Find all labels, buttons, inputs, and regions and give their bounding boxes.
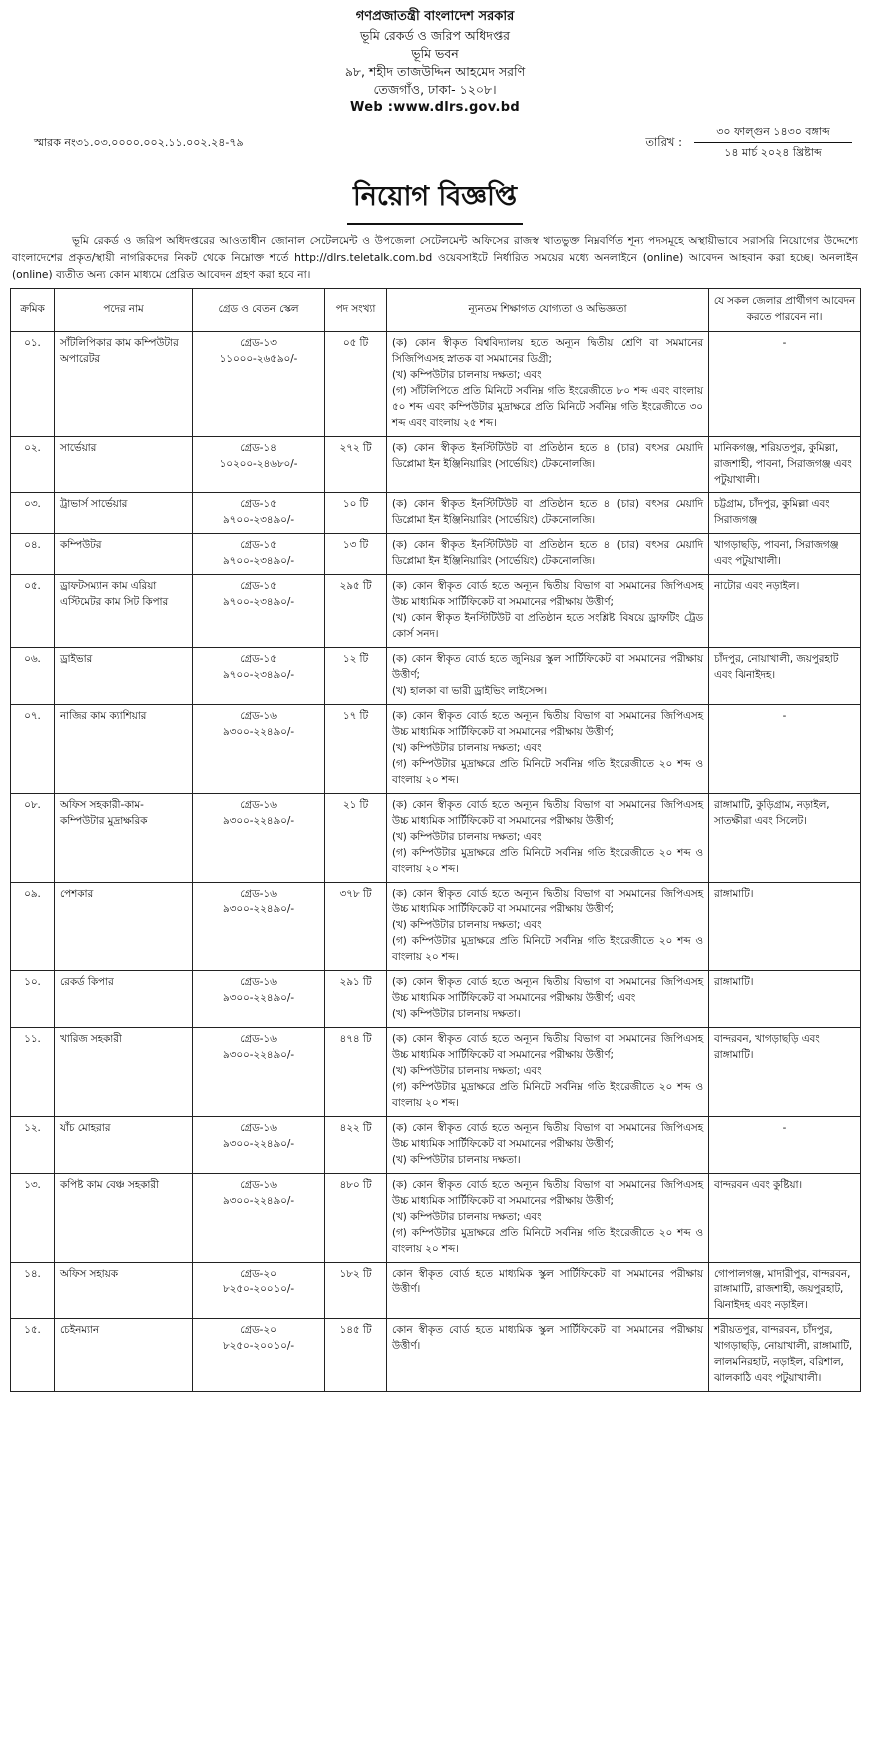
cell-post: ড্রাফটসম্যান কাম এরিয়া এস্টিমেটর কাম সিট কিপার	[55, 575, 193, 648]
cell-serial: ১৩.	[11, 1173, 55, 1262]
qualification-item: (ক) কোন স্বীকৃত বোর্ড হতে অন্যূন দ্বিতীয় বিভাগ বা সমমানের জিপিএসহ উচ্চ মাধ্যমিক সার্টিফিকেট বা সমমানের পরীক্ষায় উত্তীর্ণ;	[392, 1033, 703, 1062]
notice-title: নিয়োগ বিজ্ঞপ্তি	[347, 176, 523, 225]
cell-post: সাঁটলিপিকার কাম কম্পিউটার অপারেটর	[55, 331, 193, 436]
cell-grade-scale	[193, 793, 325, 882]
pay-scale: ৯৩০০-২২৪৯০/-	[222, 725, 295, 738]
cell-count: ২৯১ টি	[325, 971, 387, 1028]
qualification-item: (ক) কোন স্বীকৃত ইনস্টিটিউট বা প্রতিষ্ঠান হতে ৪ (চার) বৎসর মেয়াদি ডিপ্লোমা ইন ইঞ্জিনিয়ারিং (সার্ভেয়িং) টেকনোলজি।	[392, 498, 703, 527]
header-count: পদ সংখ্যা	[325, 289, 387, 332]
cell-post: খারিজ সহকারী	[55, 1028, 193, 1117]
table-row	[11, 534, 861, 575]
cell-post: কম্পিউটর	[55, 534, 193, 575]
cell-post: অফিস সহকারী-কাম-কম্পিউটার মুদ্রাক্ষরিক	[55, 793, 193, 882]
cell-excluded-districts: নাটোর এবং নড়াইল।	[709, 575, 861, 648]
qualification-item: কোন স্বীকৃত বোর্ড হতে মাধ্যমিক স্কুল সার্টিফিকেট বা সমমানের পরীক্ষায় উত্তীর্ণ।	[392, 1324, 703, 1353]
cell-grade-scale	[193, 648, 325, 705]
cell-post: ট্রাভার্স সার্ভেয়ার	[55, 493, 193, 534]
govt-name: গণপ্রজাতন্ত্রী বাংলাদেশ সরকার	[355, 9, 515, 24]
pay-scale: ৯৩০০-২২৪৯০/-	[222, 1049, 295, 1062]
cell-qualification	[387, 1173, 709, 1262]
qualification-item: (ক) কোন স্বীকৃত বোর্ড হতে অন্যূন দ্বিতীয় বিভাগ বা সমমানের জিপিএসহ উচ্চ মাধ্যমিক সার্টিফিকেট বা সমমানের পরীক্ষায় উত্তীর্ণ;	[392, 887, 703, 916]
cell-count: ৪২২ টি	[325, 1116, 387, 1173]
table-row	[11, 1116, 861, 1173]
cell-qualification	[387, 331, 709, 436]
cell-count: ১৪৫ টি	[325, 1319, 387, 1392]
table-row	[11, 971, 861, 1028]
cell-count: ২১ টি	[325, 793, 387, 882]
qualification-item: (খ) কম্পিউটার চালনায় দক্ষতা; এবং	[392, 1210, 542, 1223]
qualification-item: (ক) কোন স্বীকৃত বিশ্ববিদ্যালয় হতে অন্যূন দ্বিতীয় শ্রেণি বা সমমানের সিজিপিএসহ স্নাতক বা সমমানের ডিগ্রী;	[392, 336, 703, 365]
cell-qualification	[387, 1319, 709, 1392]
date-box	[694, 122, 852, 163]
cell-grade-scale	[193, 331, 325, 436]
qualification-item: (খ) কম্পিউটার চালনায় দক্ষতা; এবং	[392, 919, 542, 932]
grade-label: গ্রেড-১৬	[240, 1033, 277, 1046]
pay-scale: ৯৭০০-২৩৪৯০/-	[222, 596, 295, 609]
cell-post: নাজির কাম ক্যাশিয়ার	[55, 704, 193, 793]
cell-excluded-districts: খাগড়াছড়ি, পাবনা, সিরাজগঞ্জ এবং পটুয়াখালী।	[709, 534, 861, 575]
cell-qualification	[387, 971, 709, 1028]
qualification-item: (গ) কম্পিউটার মুদ্রাক্ষরে প্রতি মিনিটে সর্বনিম্ন গতি ইংরেজীতে ২০ শব্দ ও বাংলায় ২০ শব্দ।	[392, 935, 703, 964]
cell-serial: ০৬.	[11, 648, 55, 705]
pay-scale: ৯৩০০-২২৪৯০/-	[222, 903, 295, 916]
pay-scale: ৮২৫০-২০০১০/-	[222, 1283, 295, 1296]
cell-post: ড্রাইভার	[55, 648, 193, 705]
cell-grade-scale	[193, 1028, 325, 1117]
cell-qualification	[387, 534, 709, 575]
header-qualification: ন্যূনতম শিক্ষাগত যোগ্যতা ও অভিজ্ঞতা	[387, 289, 709, 332]
qualification-item: (ক) কোন স্বীকৃত বোর্ড হতে অন্যূন দ্বিতীয় বিভাগ বা সমমানের জিপিএসহ উচ্চ মাধ্যমিক সার্টিফিকেট বা সমমানের পরীক্ষায় উত্তীর্ণ;	[392, 798, 703, 827]
vacancy-table	[10, 288, 861, 1392]
qualification-item: (ক) কোন স্বীকৃত বোর্ড হতে জুনিয়র স্কুল সার্টিফিকেট বা সমমানের পরীক্ষায় উত্তীর্ণ;	[392, 653, 703, 682]
cell-qualification	[387, 493, 709, 534]
qualification-item: (খ) কম্পিউটার চালনায় দক্ষতা।	[392, 1008, 521, 1021]
header-serial: ক্রমিক	[11, 289, 55, 332]
table-row	[11, 1173, 861, 1262]
cell-grade-scale	[193, 534, 325, 575]
table-header-row	[11, 289, 861, 332]
cell-qualification	[387, 793, 709, 882]
grade-label: গ্রেড-২০	[240, 1324, 277, 1337]
qualification-item: (গ) সাঁটলিপিতে প্রতি মিনিটে সর্বনিম্ন গতি ইংরেজীতে ৮০ শব্দ এবং বাংলায় ৫০ শব্দ এবং কম্পিউটার মুদ্রাক্ষরে প্রতি মিনিটে সর্বনিম্ন গতি ইংরেজীতে ৩০ শব্দ এবং বাংলায় ২৫ শব্দ।	[392, 384, 703, 429]
table-row	[11, 493, 861, 534]
letterhead	[10, 8, 860, 118]
cell-post: পেশকার	[55, 882, 193, 971]
qualification-item: (খ) কম্পিউটার চালনায় দক্ষতা; এবং	[392, 741, 542, 754]
grade-label: গ্রেড-১৬	[240, 1178, 277, 1191]
pay-scale: ৯৩০০-২২৪৯০/-	[222, 814, 295, 827]
cell-grade-scale	[193, 493, 325, 534]
cell-excluded-districts: চাঁদপুর, নোয়াখালী, জয়পুরহাট এবং ঝিনাইদহ।	[709, 648, 861, 705]
cell-qualification	[387, 648, 709, 705]
header-post: পদের নাম	[55, 289, 193, 332]
table-row	[11, 793, 861, 882]
grade-label: গ্রেড-২০	[240, 1267, 277, 1280]
cell-grade-scale	[193, 704, 325, 793]
qualification-item: (খ) কম্পিউটার চালনায় দক্ষতা; এবং	[392, 368, 542, 381]
cell-post: চেইনম্যান	[55, 1319, 193, 1392]
memo-date-row	[10, 122, 860, 176]
cell-serial: ০৫.	[11, 575, 55, 648]
cell-excluded-districts: রাঙ্গামাটি।	[709, 971, 861, 1028]
cell-count: ১৭ টি	[325, 704, 387, 793]
qualification-item: (গ) কম্পিউটার মুদ্রাক্ষরে প্রতি মিনিটে সর্বনিম্ন গতি ইংরেজীতে ২০ শব্দ ও বাংলায় ২০ শব্দ।	[392, 1080, 703, 1109]
grade-label: গ্রেড-১৪	[240, 441, 277, 454]
cell-excluded-districts: চট্টগ্রাম, চাঁদপুর, কুমিল্লা এবং সিরাজগঞ্জ	[709, 493, 861, 534]
grade-label: গ্রেড-১৫	[240, 498, 277, 511]
cell-excluded-districts: -	[709, 704, 861, 793]
table-row	[11, 436, 861, 493]
qualification-item: (ক) কোন স্বীকৃত বোর্ড হতে অন্যূন দ্বিতীয় বিভাগ বা সমমানের জিপিএসহ উচ্চ মাধ্যমিক সার্টিফিকেট বা সমমানের পরীক্ষায় উত্তীর্ণ;	[392, 709, 703, 738]
header-excluded-districts: যে সকল জেলার প্রার্থীগণ আবেদন করতে পারবেন না।	[709, 289, 861, 332]
address-street: ৯৮, শহীদ তাজউদ্দিন আহমেদ সরণি	[344, 64, 526, 80]
cell-serial: ০৭.	[11, 704, 55, 793]
pay-scale: ৯৭০০-২৩৪৯০/-	[222, 555, 295, 568]
qualification-item: (গ) কম্পিউটার মুদ্রাক্ষরে প্রতি মিনিটে সর্বনিম্ন গতি ইংরেজীতে ২০ শব্দ ও বাংলায় ২০ শব্দ।	[392, 846, 703, 875]
cell-count: ৪৮০ টি	[325, 1173, 387, 1262]
pay-scale: ৯৭০০-২৩৪৯০/-	[222, 669, 295, 682]
cell-serial: ০৪.	[11, 534, 55, 575]
cell-serial: ১৪.	[11, 1262, 55, 1319]
department-name: ভূমি রেকর্ড ও জরিপ অধিদপ্তর	[359, 27, 511, 43]
cell-count: ১৮২ টি	[325, 1262, 387, 1319]
qualification-item: কোন স্বীকৃত বোর্ড হতে মাধ্যমিক স্কুল সার্টিফিকেট বা সমমানের পরীক্ষায় উত্তীর্ণ।	[392, 1267, 703, 1296]
cell-qualification	[387, 1262, 709, 1319]
cell-excluded-districts: গোপালগঞ্জ, মাদারীপুর, বান্দরবন, রাঙ্গামাটি, রাজশাহী, জয়পুরহাট, ঝিনাইদহ এবং নড়াইল।	[709, 1262, 861, 1319]
qualification-item: (খ) হালকা বা ভারী ড্রাইভিং লাইসেন্স।	[392, 685, 548, 698]
pay-scale: ৮২৫০-২০০১০/-	[222, 1340, 295, 1353]
cell-serial: ০২.	[11, 436, 55, 493]
cell-excluded-districts: রাঙ্গামাটি, কুড়িগ্রাম, নড়াইল, সাতক্ষীরা এবং সিলেট।	[709, 793, 861, 882]
grade-label: গ্রেড-১৬	[240, 976, 277, 989]
cell-excluded-districts: -	[709, 1116, 861, 1173]
cell-serial: ১২.	[11, 1116, 55, 1173]
cell-serial: ০৮.	[11, 793, 55, 882]
date-gregorian: ১৪ মার্চ ২০২৪ খ্রিষ্টাব্দ	[724, 146, 822, 160]
cell-count: ১০ টি	[325, 493, 387, 534]
qualification-item: (ক) কোন স্বীকৃত ইনস্টিটিউট বা প্রতিষ্ঠান হতে ৪ (চার) বৎসর মেয়াদি ডিপ্লোমা ইন ইঞ্জিনিয়ারিং (সার্ভেয়িং) টেকনোলজি।	[392, 441, 703, 470]
cell-grade-scale	[193, 575, 325, 648]
qualification-item: (ক) কোন স্বীকৃত বোর্ড হতে অন্যূন দ্বিতীয় বিভাগ বা সমমানের জিপিএসহ উচ্চ মাধ্যমিক সার্টিফিকেট বা সমমানের পরীক্ষায় উত্তীর্ণ;	[392, 580, 703, 609]
cell-count: ২৯৫ টি	[325, 575, 387, 648]
table-body	[11, 331, 861, 1391]
date-bangla: ৩০ ফাল্গুন ১৪৩০ বঙ্গাব্দ	[694, 122, 852, 143]
qualification-item: (ক) কোন স্বীকৃত ইনস্টিটিউট বা প্রতিষ্ঠান হতে ৪ (চার) বৎসর মেয়াদি ডিপ্লোমা ইন ইঞ্জিনিয়ারিং (সার্ভেয়িং) টেকনোলজি।	[392, 539, 703, 568]
pay-scale: ১১০০০-২৬৫৯০/-	[219, 352, 298, 365]
grade-label: গ্রেড-১৬	[240, 1121, 277, 1134]
pay-scale: ৯৩০০-২২৪৯০/-	[222, 1137, 295, 1150]
grade-label: গ্রেড-১৫	[240, 580, 277, 593]
cell-count: ২৭২ টি	[325, 436, 387, 493]
grade-label: গ্রেড-১৫	[240, 539, 277, 552]
qualification-item: (ক) কোন স্বীকৃত বোর্ড হতে অন্যূন দ্বিতীয় বিভাগ বা সমমানের জিপিএসহ উচ্চ মাধ্যমিক সার্টিফিকেট বা সমমানের পরীক্ষায় উত্তীর্ণ; এবং	[392, 976, 703, 1005]
grade-label: গ্রেড-১৩	[240, 336, 277, 349]
cell-grade-scale	[193, 1173, 325, 1262]
memo-number: স্মারক নং৩১.০৩.০০০০.০০২.১১.০০২.২৪-৭৯	[34, 136, 244, 150]
cell-excluded-districts: -	[709, 331, 861, 436]
website: Web :www.dlrs.gov.bd	[350, 100, 520, 116]
cell-qualification	[387, 1028, 709, 1117]
cell-serial: ১১.	[11, 1028, 55, 1117]
cell-grade-scale	[193, 971, 325, 1028]
pay-scale: ৯৩০০-২২৪৯০/-	[222, 1194, 295, 1207]
table-row	[11, 575, 861, 648]
qualification-item: (গ) কম্পিউটার মুদ্রাক্ষরে প্রতি মিনিটে সর্বনিম্ন গতি ইংরেজীতে ২০ শব্দ ও বাংলায় ২০ শব্দ।	[392, 757, 703, 786]
table-row	[11, 1262, 861, 1319]
table-row	[11, 331, 861, 436]
table-row	[11, 704, 861, 793]
cell-count: ৪৭৪ টি	[325, 1028, 387, 1117]
cell-excluded-districts: বান্দরবন এবং কুষ্টিয়া।	[709, 1173, 861, 1262]
cell-qualification	[387, 882, 709, 971]
cell-count: ০৫ টি	[325, 331, 387, 436]
cell-serial: ০১.	[11, 331, 55, 436]
address-city: তেজগাঁও, ঢাকা- ১২০৮।	[373, 82, 497, 98]
cell-post: কপিষ্ট কাম বেঞ্চ সহকারী	[55, 1173, 193, 1262]
cell-grade-scale	[193, 1116, 325, 1173]
grade-label: গ্রেড-১৬	[240, 887, 277, 900]
table-row	[11, 1028, 861, 1117]
pay-scale: ৯৭০০-২৩৪৯০/-	[222, 514, 295, 527]
cell-qualification	[387, 436, 709, 493]
grade-label: গ্রেড-১৫	[240, 653, 277, 666]
cell-excluded-districts: রাঙ্গামাটি।	[709, 882, 861, 971]
cell-grade-scale	[193, 882, 325, 971]
cell-post: যাঁচ মোহরার	[55, 1116, 193, 1173]
cell-grade-scale	[193, 1319, 325, 1392]
cell-count: ১৩ টি	[325, 534, 387, 575]
building-name: ভূমি ভবন	[411, 45, 459, 61]
qualification-item: (ক) কোন স্বীকৃত বোর্ড হতে অন্যূন দ্বিতীয় বিভাগ বা সমমানের জিপিএসহ উচ্চ মাধ্যমিক সার্টিফিকেট বা সমমানের পরীক্ষায় উত্তীর্ণ;	[392, 1121, 703, 1150]
qualification-item: (খ) কম্পিউটার চালনায় দক্ষতা; এবং	[392, 830, 542, 843]
qualification-item: (ক) কোন স্বীকৃত বোর্ড হতে অন্যূন দ্বিতীয় বিভাগ বা সমমানের জিপিএসহ উচ্চ মাধ্যমিক সার্টিফিকেট বা সমমানের পরীক্ষায় উত্তীর্ণ;	[392, 1178, 703, 1207]
cell-excluded-districts: মানিকগঞ্জ, শরিয়তপুর, কুমিল্লা, রাজশাহী, পাবনা, সিরাজগঞ্জ এবং পটুয়াখালী।	[709, 436, 861, 493]
pay-scale: ৯৩০০-২২৪৯০/-	[222, 992, 295, 1005]
pay-scale: ১০২০০-২৪৬৮০/-	[219, 457, 298, 470]
cell-count: ১২ টি	[325, 648, 387, 705]
cell-qualification	[387, 704, 709, 793]
grade-label: গ্রেড-১৬	[240, 709, 277, 722]
cell-post: অফিস সহায়ক	[55, 1262, 193, 1319]
cell-excluded-districts: শরীয়তপুর, বান্দরবন, চাঁদপুর, খাগড়াছড়ি, নোয়াখালী, রাঙ্গামাটি, লালমনিরহাট, নড়াইল, বরিশাল, ঝালকাঠি এবং পটুয়াখালী।	[709, 1319, 861, 1392]
qualification-item: (খ) কম্পিউটার চালনায় দক্ষতা; এবং	[392, 1065, 542, 1078]
grade-label: গ্রেড-১৬	[240, 798, 277, 811]
cell-serial: ০৩.	[11, 493, 55, 534]
cell-post: সার্ভেয়ার	[55, 436, 193, 493]
qualification-item: (খ) কম্পিউটার চালনায় দক্ষতা।	[392, 1153, 521, 1166]
qualification-item: (খ) কোন স্বীকৃত ইনস্টিটিউট বা প্রতিষ্ঠান হতে সংশ্লিষ্ট বিষয়ে ড্রাফটিং ট্রেড কোর্স সনদ।	[392, 612, 703, 641]
date-label: তারিখ :	[645, 135, 682, 150]
header-grade: গ্রেড ও বেতন স্কেল	[193, 289, 325, 332]
table-row	[11, 648, 861, 705]
cell-qualification	[387, 1116, 709, 1173]
table-row	[11, 882, 861, 971]
cell-grade-scale	[193, 1262, 325, 1319]
cell-excluded-districts: বান্দরবন, খাগড়াছড়ি এবং রাঙ্গামাটি।	[709, 1028, 861, 1117]
cell-count: ৩৭৮ টি	[325, 882, 387, 971]
cell-serial: ০৯.	[11, 882, 55, 971]
cell-serial: ১০.	[11, 971, 55, 1028]
qualification-item: (গ) কম্পিউটার মুদ্রাক্ষরে প্রতি মিনিটে সর্বনিম্ন গতি ইংরেজীতে ২০ শব্দ ও বাংলায় ২০ শব্দ।	[392, 1226, 703, 1255]
cell-serial: ১৫.	[11, 1319, 55, 1392]
intro-paragraph: ভূমি রেকর্ড ও জরিপ অধিদপ্তরের আওতাধীন জোনাল সেটেলমেন্ট ও উপজেলা সেটেলমেন্ট অফিসের রাজস্ব খাতভুক্ত নিম্নবর্ণিত শূন্য পদসমূহে অস্থায়ীভাবে সরাসরি নিয়োগের উদ্দেশ্যে বাংলাদেশের প্রকৃত/স্থায়ী নাগরিকদের নিকট থেকে নিম্নোক্ত শর্তে http://dlrs.teletalk.com.bd ওয়েবসাইটে নির্ধারিত সময়ের মধ্যে অনলাইনে (online) আবেদন আহবান করা হচ্ছে। অনলাইন (online) ব্যতীত অন্য কোন মাধ্যমে প্রেরিত আবেদন গ্রহণ করা হবে না।	[12, 235, 858, 282]
cell-qualification	[387, 575, 709, 648]
cell-post: রেকর্ড কিপার	[55, 971, 193, 1028]
cell-grade-scale	[193, 436, 325, 493]
table-row	[11, 1319, 861, 1392]
